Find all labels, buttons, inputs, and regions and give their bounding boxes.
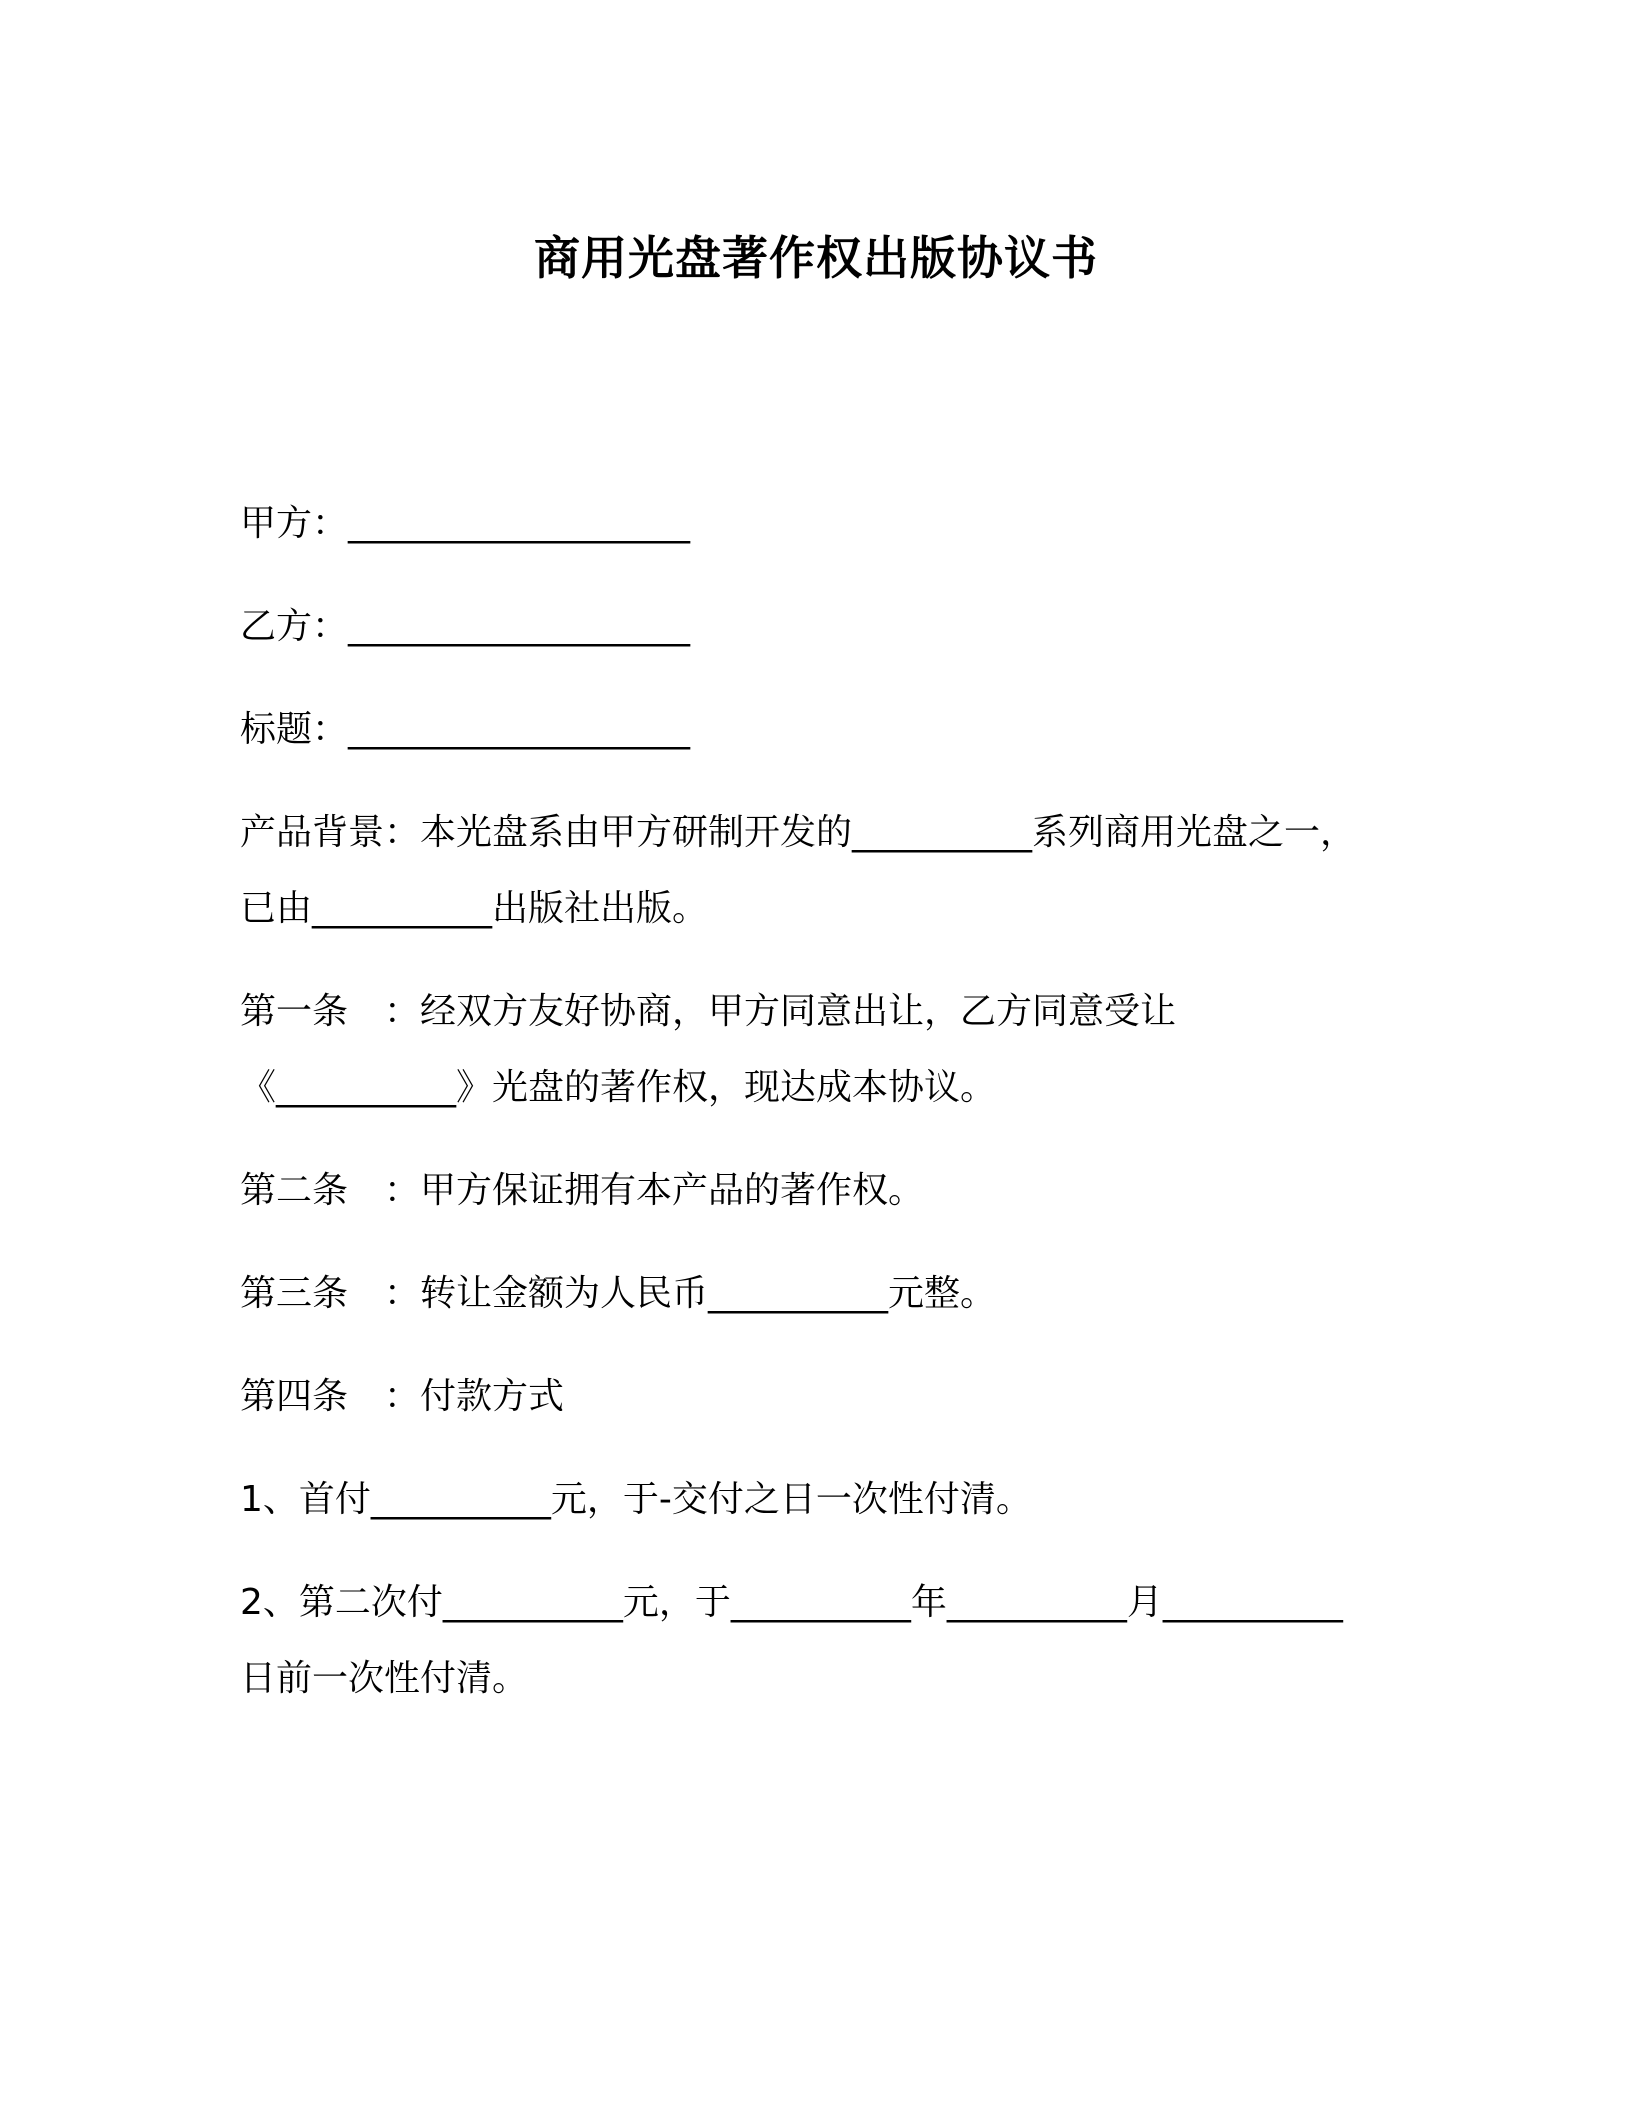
subject-line: 标题：___________________ bbox=[240, 709, 691, 750]
payment-item-2-line-2: 日前一次性付清。 bbox=[240, 1658, 529, 1699]
article-3-line: 第三条 ：转让金额为人民币__________元整。 bbox=[240, 1273, 997, 1314]
article-1-line-1: 第一条 ：经双方友好协商，甲方同意出让，乙方同意受让 bbox=[240, 991, 1177, 1032]
payment-item-2-line-1: 2、第二次付__________元，于__________年__________月__________ bbox=[240, 1582, 1343, 1623]
article-2-line: 第二条 ：甲方保证拥有本产品的著作权。 bbox=[240, 1170, 925, 1211]
background-line-2: 已由__________出版社出版。 bbox=[240, 888, 709, 929]
article-4-line: 第四条 ：付款方式 bbox=[240, 1376, 565, 1417]
document-title: 商用光盘著作权出版协议书 bbox=[534, 231, 1098, 285]
payment-item-1: 1、首付__________元，于-交付之日一次性付清。 bbox=[240, 1479, 1032, 1520]
party-b-line: 乙方：___________________ bbox=[240, 606, 691, 647]
background-line-1: 产品背景：本光盘系由甲方研制开发的__________系列商用光盘之一， bbox=[240, 812, 1357, 853]
article-1-line-2: 《__________》光盘的著作权，现达成本协议。 bbox=[240, 1067, 997, 1108]
party-a-line: 甲方：___________________ bbox=[240, 503, 691, 544]
